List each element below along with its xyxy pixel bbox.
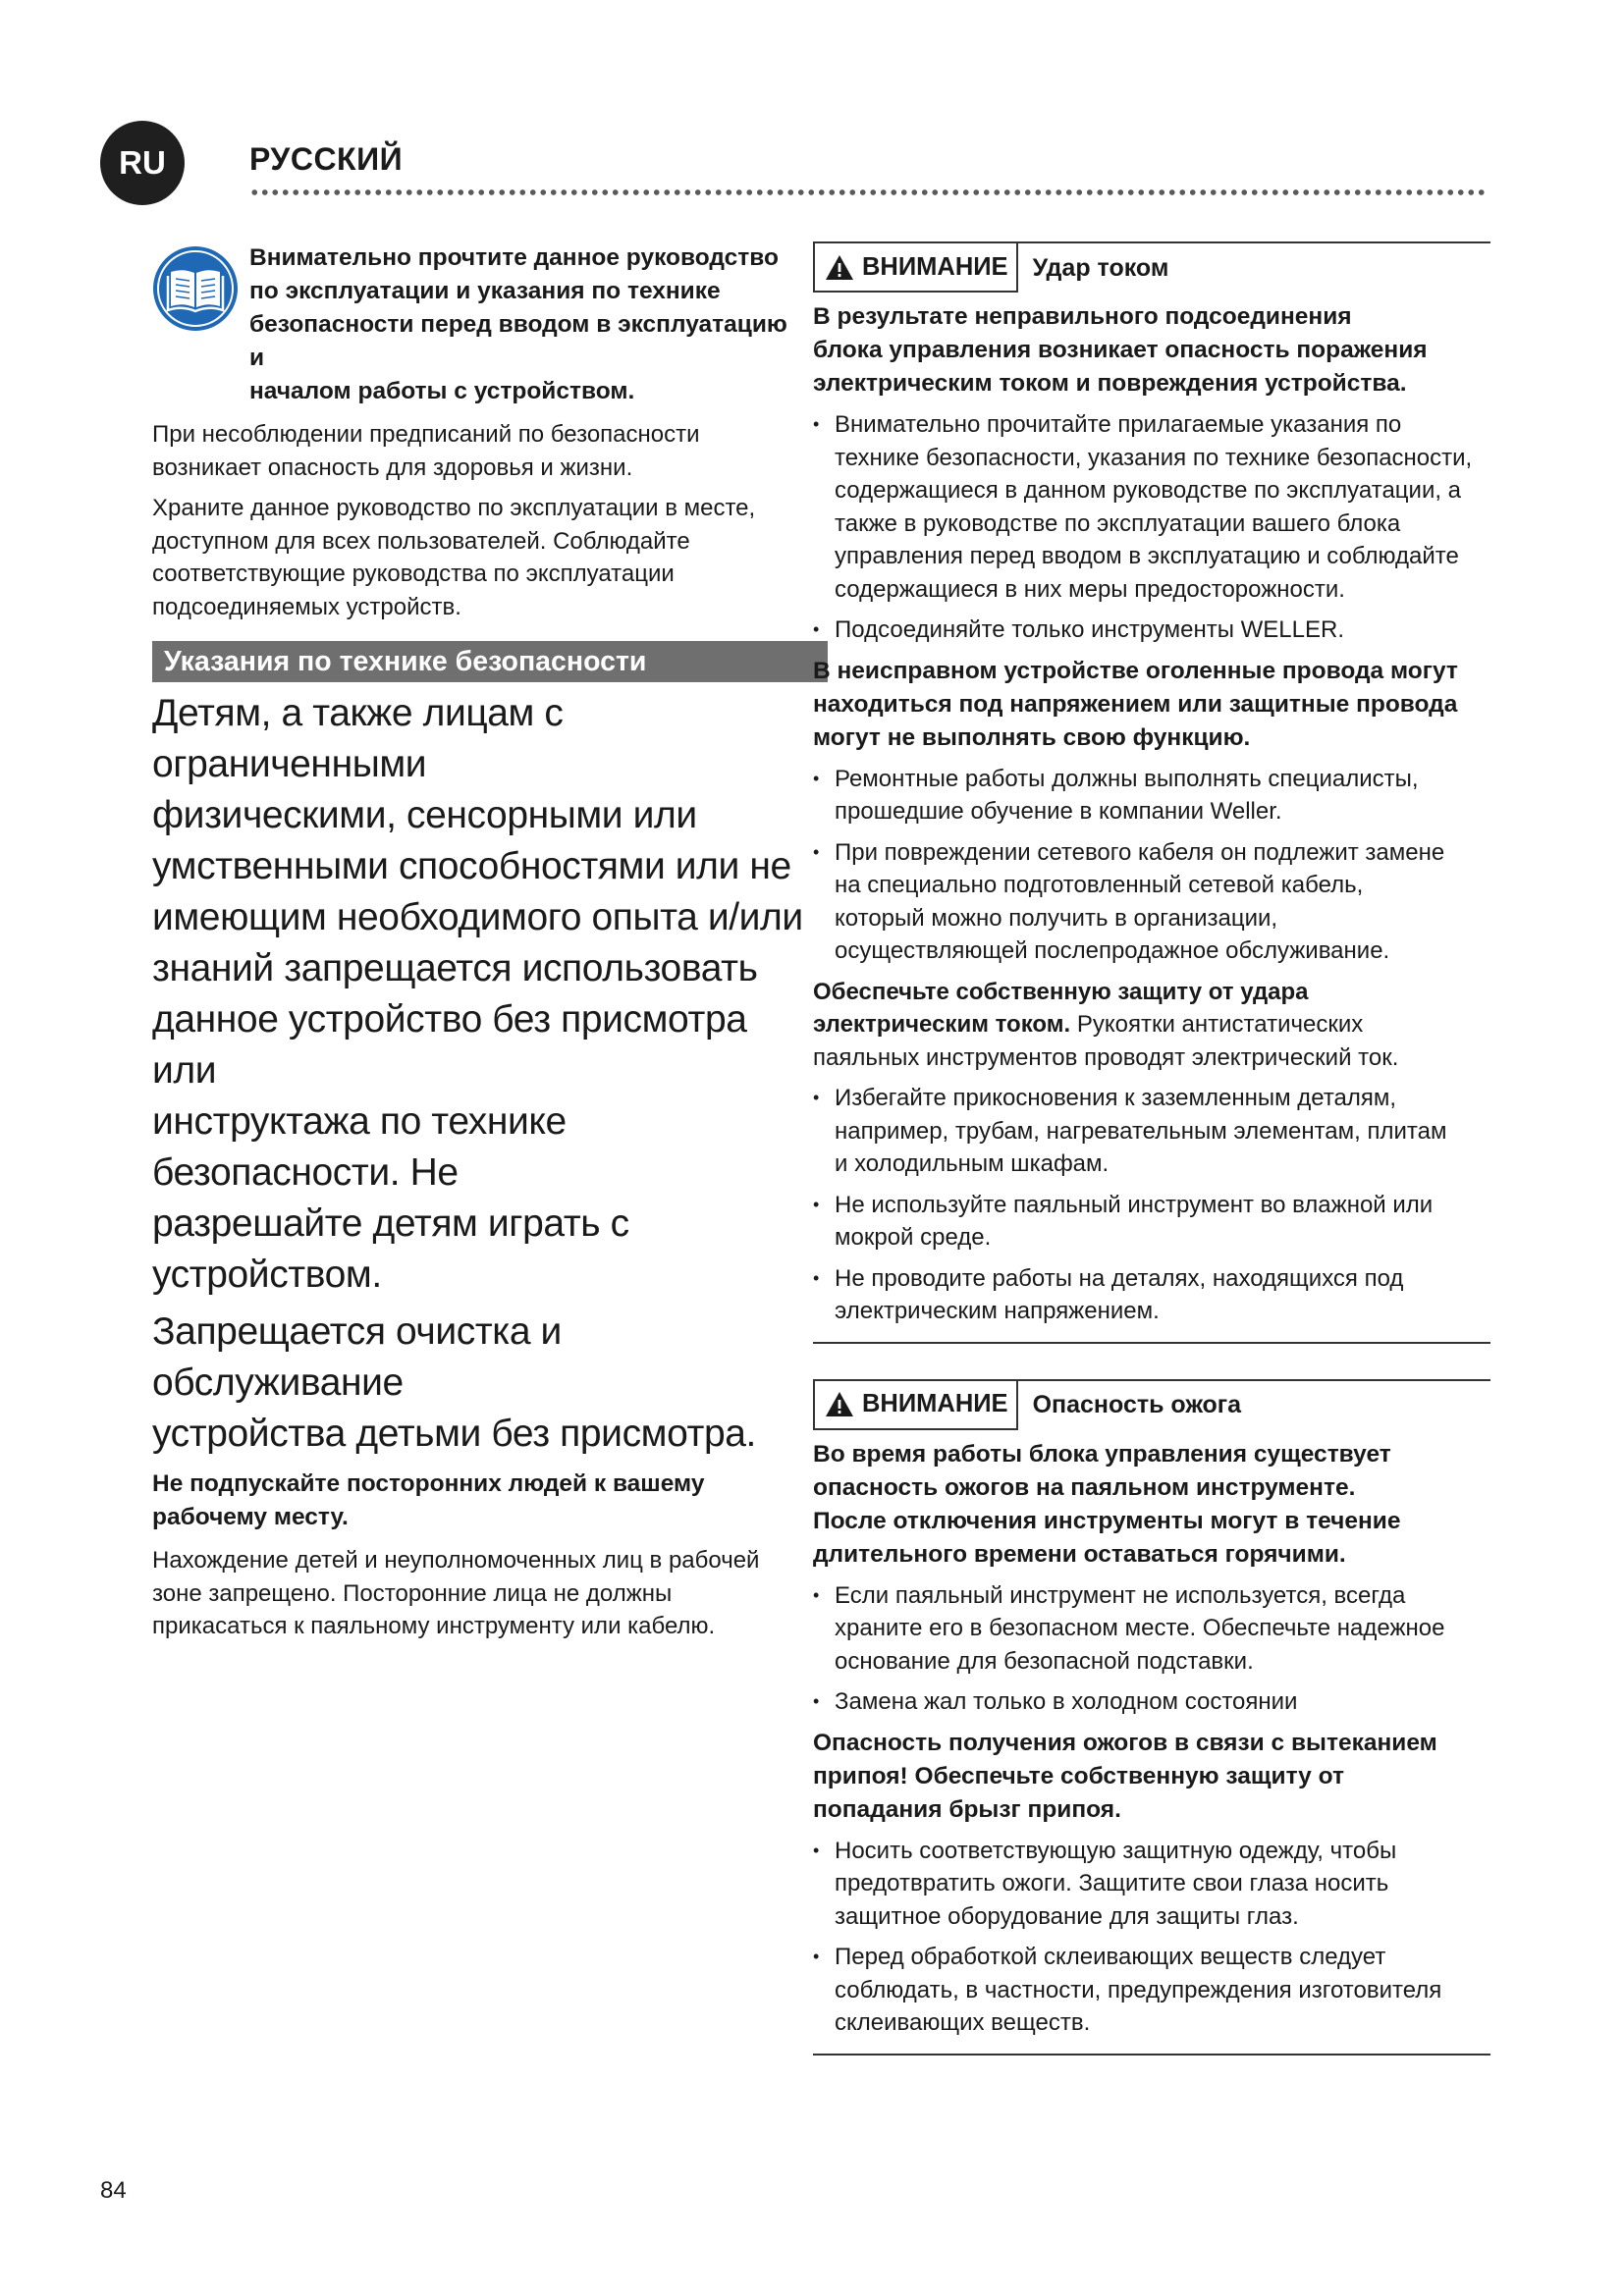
warning-lead <box>813 300 1490 400</box>
text-line: содержащиеся в них меры предосторожности. <box>835 575 1345 603</box>
text-line: доступном для всех пользователей. Соблюдайте <box>152 527 690 555</box>
text-line: прошедшие обучение в компании Weller. <box>835 798 1282 825</box>
bold-text: Обеспечьте собственную защиту от удара <box>813 978 1309 1005</box>
text-line: устройства детьми без присмотра. <box>152 1413 756 1455</box>
list-item <box>813 763 1490 828</box>
text-line: Если паяльный инструмент не используется, всегда <box>835 1581 1406 1609</box>
text-line: содержащиеся в данном руководстве по эксплуатации, а <box>835 477 1462 504</box>
intro-line: по эксплуатации и указания по технике <box>249 278 721 304</box>
workplace-warning <box>152 1468 808 1534</box>
warning-header <box>813 243 1490 293</box>
text-line: управления перед вводом в эксплуатацию и соблюдайте <box>835 543 1459 569</box>
bullet-list <box>813 1579 1490 1719</box>
text-line: После отключения инструменты могут в течение <box>813 1507 1401 1534</box>
warning-title: Удар током <box>1032 253 1169 282</box>
text-line: Не используйте паяльный инструмент во влажной или <box>835 1191 1434 1218</box>
text-line: например, трубам, нагревательным элементам, плитам <box>835 1117 1447 1145</box>
text-line: Внимательно прочитайте прилагаемые указания по <box>835 411 1402 438</box>
text-line: также в руководстве по эксплуатации вашего блока <box>835 509 1401 537</box>
text-line: Подсоединяйте только инструменты WELLER. <box>835 616 1344 643</box>
bold-text: электрическим током. <box>813 1011 1071 1038</box>
text-line: физическими, сенсорными или <box>152 794 697 836</box>
text-line: Ремонтные работы должны выполнять специалисты, <box>835 765 1419 792</box>
language-badge <box>100 121 185 205</box>
warning-body <box>813 293 1490 1328</box>
list-item <box>813 1579 1490 1679</box>
list-item <box>813 1835 1490 1934</box>
text-line: электрическим напряжением. <box>835 1298 1160 1324</box>
warning-lead-2 <box>813 1727 1490 1827</box>
text-line: Храните данное руководство по эксплуатации в месте, <box>152 495 756 521</box>
bullet-list <box>813 1082 1490 1328</box>
text-line: зоне запрещено. Посторонние лица не должны <box>152 1579 673 1607</box>
text-line: находиться под напряжением или защитные провода <box>813 690 1458 718</box>
text-line: Не проводите работы на деталях, находящихся под <box>835 1264 1404 1292</box>
text-line: Во время работы блока управления существует <box>813 1440 1391 1468</box>
text-line: инструктажа по технике безопасности. Не <box>152 1100 567 1194</box>
warning-tag-label: ВНИМАНИЕ <box>862 252 1008 281</box>
cleaning-warning <box>152 1307 808 1460</box>
children-warning <box>152 688 808 1301</box>
text-line: длительного времени оставаться горячими. <box>813 1540 1346 1568</box>
text-line: храните его в безопасном месте. Обеспечьте надежное <box>835 1615 1445 1641</box>
text-line: паяльных инструментов проводят электрический ток. <box>813 1043 1399 1071</box>
text-line: Запрещается очистка и обслуживание <box>152 1310 562 1404</box>
list-item <box>813 1189 1490 1255</box>
text-line: прикасаться к паяльному инструменту или кабелю. <box>152 1613 716 1639</box>
manual-book-icon <box>152 245 239 332</box>
text-line: мокрой среде. <box>835 1224 992 1251</box>
warning-lead-2 <box>813 655 1490 755</box>
text-line: опасность ожогов на паяльном инструменте. <box>813 1473 1356 1501</box>
text-line: технике безопасности, указания по технике безопасности, <box>835 444 1473 471</box>
warning-tag <box>813 243 1018 293</box>
workplace-paragraph <box>152 1544 808 1643</box>
text-line: разрешайте детям играть с устройством. <box>152 1202 629 1296</box>
text-line: знаний запрещается использовать <box>152 947 758 989</box>
text-line: осуществляющей послепродажное обслуживание. <box>835 937 1390 964</box>
text-line: могут не выполнять свою функцию. <box>813 723 1251 751</box>
text-line: склеивающих веществ. <box>835 2009 1091 2036</box>
text-line: Детям, а также лицам с ограниченными <box>152 692 564 785</box>
text-line: блока управления возникает опасность поражения <box>813 337 1428 363</box>
text-line: Перед обработкой склеивающих веществ следует <box>835 1944 1386 1970</box>
intro-paragraph-2 <box>152 492 808 623</box>
warning-triangle-icon <box>825 254 854 281</box>
bullet-list <box>813 763 1490 968</box>
text-line: который можно получить в организации, <box>835 904 1278 932</box>
page-number: 84 <box>100 2177 127 2204</box>
dotted-divider <box>249 188 1487 196</box>
text-line: Не подпускайте посторонних людей к вашему <box>152 1470 705 1497</box>
list-item <box>813 1262 1490 1328</box>
warning-lead <box>813 1438 1490 1572</box>
intro-line: безопасности перед вводом в эксплуатацию и <box>249 311 787 371</box>
text-line: умственными способностями или не <box>152 845 791 887</box>
text-line: припоя! Обеспечьте собственную защиту от <box>813 1762 1344 1789</box>
left-column <box>152 241 808 1643</box>
text-line: данное устройство без присмотра или <box>152 998 747 1092</box>
text-line: имеющим необходимого опыта и/или <box>152 896 803 938</box>
list-item <box>813 408 1490 606</box>
text-line: Носить соответствующую защитную одежду, чтобы <box>835 1837 1397 1864</box>
bullet-list <box>813 408 1490 647</box>
warning-title: Опасность ожога <box>1032 1391 1242 1418</box>
list-item <box>813 1082 1490 1181</box>
list-item <box>813 614 1490 647</box>
text-line: Рукоятки антистатических <box>1070 1011 1364 1038</box>
warning-burn <box>813 1379 1490 2056</box>
text-line: соответствующие руководства по эксплуатации <box>152 561 675 587</box>
text-line: попадания брызг припоя. <box>813 1795 1121 1823</box>
text-line: возникает опасность для здоровья и жизни. <box>152 454 633 481</box>
warning-tag <box>813 1381 1018 1430</box>
intro-line: Внимательно прочтите данное руководство <box>249 244 779 271</box>
text-line: Замена жал только в холодном состоянии <box>835 1688 1298 1715</box>
text-line: предотвратить ожоги. Защитите свои глаза носить <box>835 1870 1389 1896</box>
text-line: защитное оборудование для защиты глаз. <box>835 1902 1299 1930</box>
text-line: Нахождение детей и неуполномоченных лиц в рабочей <box>152 1547 760 1574</box>
text-line: подсоединяемых устройств. <box>152 593 461 620</box>
text-line: соблюдать, в частности, предупреждения изготовителя <box>835 1976 1442 2003</box>
text-line: рабочему месту. <box>152 1504 349 1530</box>
text-line: на специально подготовленный сетевой кабель, <box>835 872 1364 898</box>
language-code: RU <box>119 144 166 181</box>
warning-header <box>813 1381 1490 1430</box>
bullet-list <box>813 1835 1490 2040</box>
intro-instruction <box>249 241 808 408</box>
text-line: В результате неправильного подсоединения <box>813 303 1352 330</box>
intro-block <box>152 241 808 408</box>
warning-tag-label: ВНИМАНИЕ <box>862 1390 1008 1417</box>
section-heading: Указания по технике безопасности <box>152 641 828 682</box>
text-line: основание для безопасной подставки. <box>835 1647 1254 1675</box>
protection-paragraph <box>813 976 1490 1075</box>
text-line: Избегайте прикосновения к заземленным деталям, <box>835 1085 1397 1111</box>
text-line: и холодильным шкафам. <box>835 1150 1110 1177</box>
intro-line: началом работы с устройством. <box>249 378 635 404</box>
text-line: Опасность получения ожогов в связи с вытеканием <box>813 1729 1437 1756</box>
intro-paragraph-1 <box>152 418 808 484</box>
warning-electric-shock <box>813 241 1490 1344</box>
right-column <box>813 241 1490 2056</box>
text-line: При повреждении сетевого кабеля он подлежит замене <box>835 838 1445 866</box>
text-line: При несоблюдении предписаний по безопасности <box>152 421 700 448</box>
text-line: электрическим током и повреждения устройства. <box>813 370 1407 397</box>
language-title: РУССКИЙ <box>249 141 404 177</box>
text-line: В неисправном устройстве оголенные провода могут <box>813 657 1458 684</box>
list-item <box>813 1685 1490 1719</box>
list-item <box>813 836 1490 968</box>
warning-triangle-icon <box>825 1391 854 1417</box>
list-item <box>813 1941 1490 2040</box>
warning-body <box>813 1430 1490 2040</box>
